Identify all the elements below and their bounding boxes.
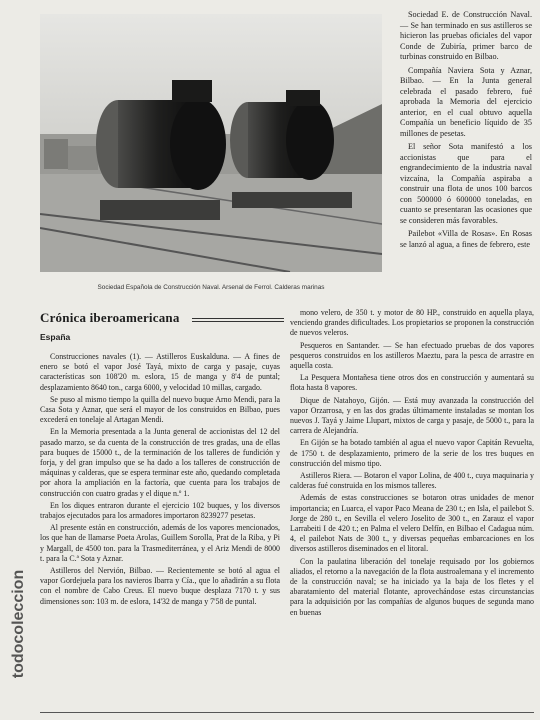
paragraph: Compañía Naviera Sota y Aznar, Bilbao. — En la Junta general celebrada el pasado febrero, fué aprobada la Memoria del ejercicio anterior, en el cual obtuvo aquella Compañía un beneficio líquido de 35 millones de pesetas.: [400, 65, 532, 138]
right-column-text: [400, 10, 532, 253]
watermark: [4, 540, 27, 710]
watermark-text: todocoleccion: [10, 569, 27, 679]
photo-marine-boilers: [40, 14, 382, 272]
paragraph: En Gijón se ha botado también al agua el nuevo vapor Capitán Revuelta, de 1750 t. de desplazamiento, primero de la serie de los tres buques en construcción del mismo tipo.: [290, 438, 534, 468]
paragraph: Dique de Natahoyo, Gijón. — Está muy avanzada la construcción del vapor Orzarrosa, y en las dos gradas últimamente instaladas se montan los nuevos J. Tayá y Jaime Llupart, mixtos de carga y pasaje, de 5000 t., para la carrera de Alejandría.: [290, 395, 534, 436]
paragraph: Pesqueros en Santander. — Se han efectuado pruebas de dos vapores pesqueros construidos en los astilleros Maeztu, para la pesca de arrastre en aquella costa.: [290, 340, 534, 371]
page-bottom-rule: [40, 712, 534, 713]
paragraph: Astilleros Riera. — Botaron el vapor Lolina, de 400 t., cuya maquinaria y calderas fué construida en los mismos talleres.: [290, 471, 534, 491]
photo-caption: Sociedad Española de Construcción Naval. Arsenal de Ferrol. Calderas marinas: [97, 284, 325, 291]
paragraph: El señor Sota manifestó a los accionistas que para el engrandecimiento de la industria naval vizcaína, la Compañía aspiraba a construir una flota de unos 100 barcos con 500000 ó 600000 toneladas, en cuanto se presentaran las ocasiones que se consideren más favorables.: [400, 142, 532, 225]
paragraph: Pailebot «Villa de Rosas». En Rosas se lanzó al agua, a fines de febrero, este: [400, 229, 532, 249]
middle-column-text: [290, 308, 534, 620]
paragraph: Al presente están en construcción, además de los vapores mencionados, los que han de llamarse Poeta Arolas, Guillem Sorolla, Prat de la Riba, y Pi y Margall, de 4500 ton. para la Trasmediterránea, y el Ariz Mendi de 8000 t. para la C.ª Sota y Aznar.: [40, 523, 280, 563]
paragraph: Se puso al mismo tiempo la quilla del nuevo buque Arno Mendi, para la Casa Sota y Aznar, que será el mayor de los construidos en Bilbao, pues excederá en tonelaje al Artagan Mendi.: [40, 394, 280, 425]
boilers-illustration: [40, 14, 382, 272]
title-rule: [192, 318, 284, 322]
paragraph: Con la paulatina liberación del tonelaje requisado por los gobiernos aliados, el retorno a la navegación de la flota austroalemana y el incremento de la construcción naval; se ha iniciado ya la baja de los fletes y el abaratamiento del material flotante, aprovechándose estas circunstancias para la adquisición por las compañías de algunos buques de segunda mano en buenas: [290, 556, 534, 617]
article-title: Crónica iberoamericana: [40, 310, 180, 325]
paragraph: La Pesquera Montañesa tiene otros dos en construcción y aumentará su flota hasta 8 vapores.: [290, 373, 534, 393]
paragraph: Además de estas construcciones se botaron otras unidades de menor importancia; en Luarca, el vapor Paco Meana de 230 t.; en Isla, el pailebot S. Jorge de 280 t., en Sevilla el velero Joselito de 300 t., en Zarauz el vapor Larrabeiti I de 420 t.; en Palma el velero Delfín, en Bilbao el Cadagua núm. 4, el pailebot Nats de 300 t., y diversas pequeñas embarcaciones en los diversos astilleros diseminados en el litoral.: [290, 493, 534, 554]
paragraph: En la Memoria presentada a la Junta general de accionistas del 12 del pasado marzo, se da cuenta de la construcción de tres gradas, una de ellas para buques de 15000 t., de la terminación de los talleres de fundición y forja, y del gran impulso que se ha dado a los talleres de construcción de máquinas y calderas, que se espera terminar este año, quedando completada por ahora la ampliación en la factoría, que cuenta para los trabajos de construcción con cuatro gradas y el dique n.º 1.: [40, 427, 280, 498]
paragraph: En los diques entraron durante el ejercicio 102 buques, y los diversos trabajos ejecutados para los armadores importaron 8239277 pesetas.: [40, 500, 280, 521]
section-heading: España: [40, 332, 71, 342]
left-column-text: [40, 352, 280, 609]
paragraph: Sociedad E. de Construcción Naval. — Se han terminado en sus astilleros se hicieron las pruebas oficiales del vapor Conde de Zubiría, primer barco de turbinas construido en Bilbao.: [400, 10, 532, 61]
paragraph: Construcciones navales (1). — Astilleros Euskalduna. — A fines de enero se botó el vapor José Tayá, mixto de carga y pasaje, cuyas características son 108'20 m. eslora, 15 de manga y 8'4 de puntal; desplazamiento 8640 ton., carga 6000, y velocidad 10 millas, cargado.: [40, 352, 280, 392]
paragraph: Astilleros del Nervión, Bilbao. — Recientemente se botó al agua el vapor Gordejuela para los navieros Ibarra y Cía., que lo añadirán a su flota con el nombre de Cabo Creus. El nuevo buque desplaza 7170 t. y sus dimensiones son: 103 m. de eslora, 14'32 de manga y 7'58 de puntal.: [40, 566, 280, 606]
paragraph: mono velero, de 350 t. y motor de 80 HP., construido en aquella playa, venciendo grandes dificultades. Los propietarios se proponen la construcción de nuevos veleros.: [290, 308, 534, 338]
